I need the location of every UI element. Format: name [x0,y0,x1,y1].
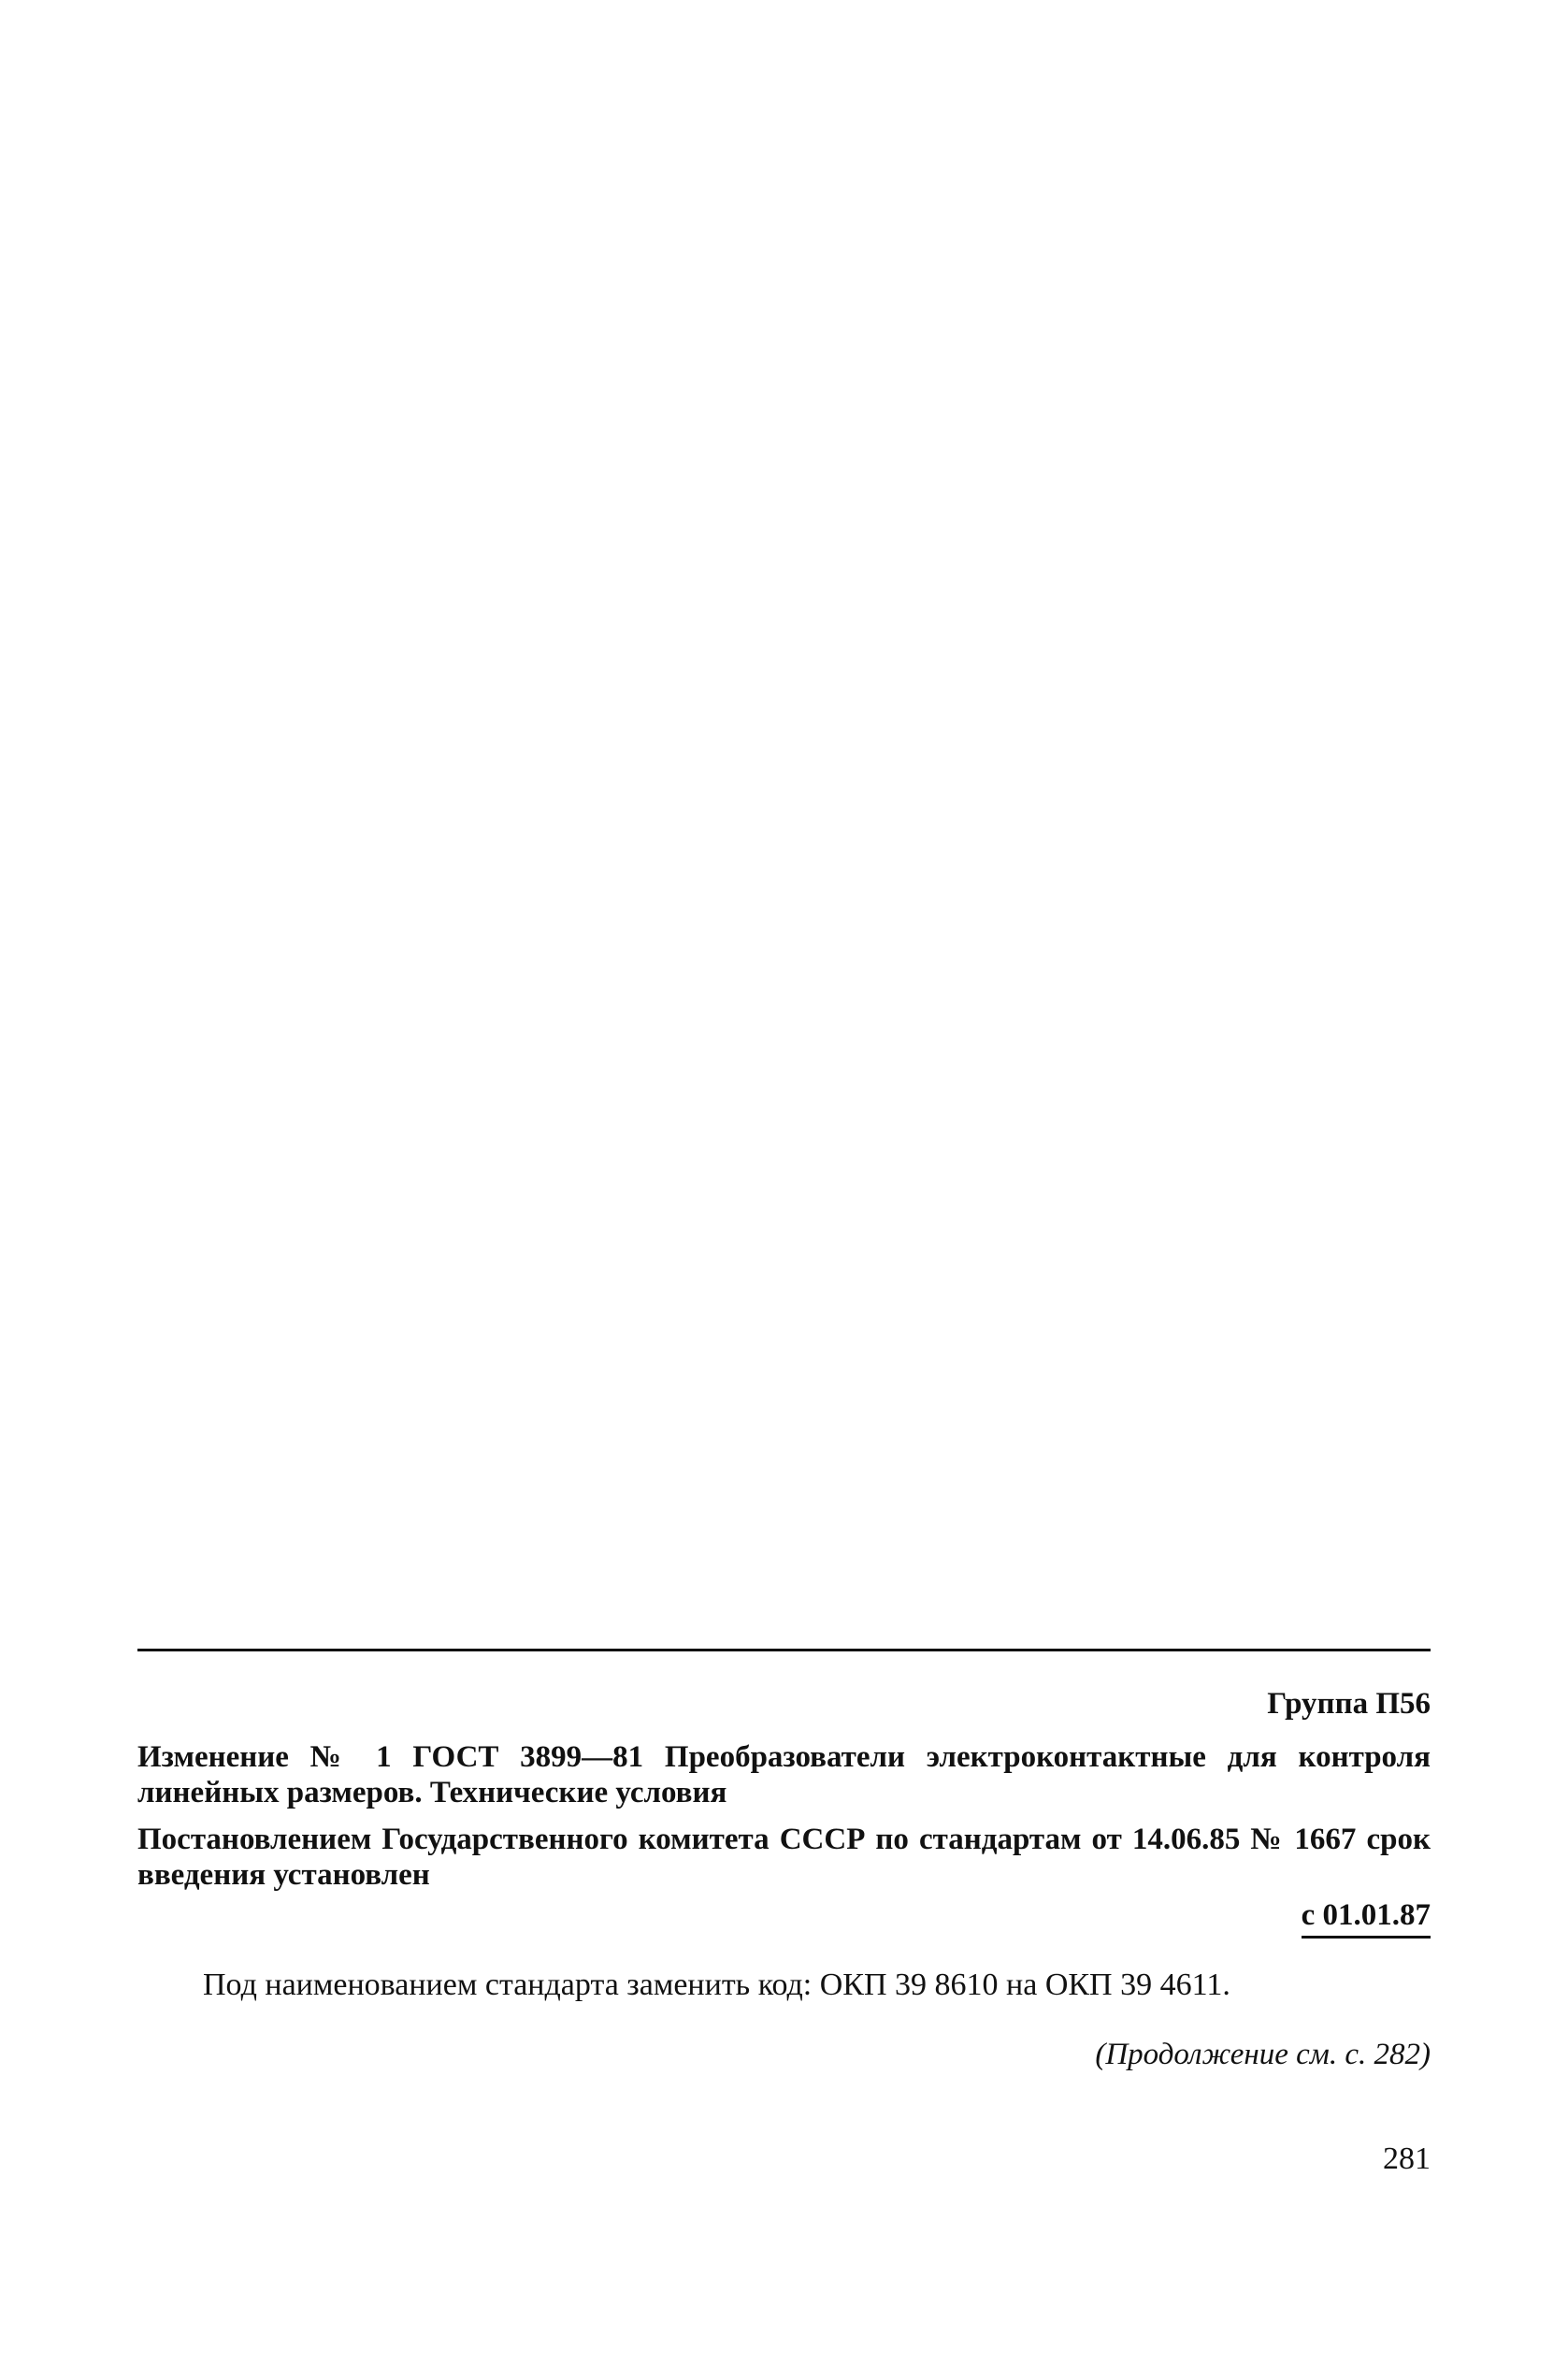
group-code: Группа П56 [1267,1687,1431,1721]
amendment-block [137,1649,1431,2178]
page-number: 281 [1383,2141,1431,2176]
decree-text: Постановлением Государственного комитета СССР по стандартам от 14.06.85 № 1667 срок введения установлен [137,1823,1431,1892]
effective-date-row [137,1896,1431,1939]
effective-date: с 01.01.87 [1302,1896,1431,1939]
body-paragraph: Под наименованием стандарта заменить код: ОКП 39 8610 на ОКП 39 4611. [203,1968,1230,2002]
top-rule [137,1649,1431,1651]
amendment-title: Изменение № 1 ГОСТ 3899—81 Преобразователи электроконтактные для контроля линейных размеров. Технические условия [137,1740,1431,1809]
continuation-note: (Продолжение см. с. 282) [1095,2038,1431,2071]
